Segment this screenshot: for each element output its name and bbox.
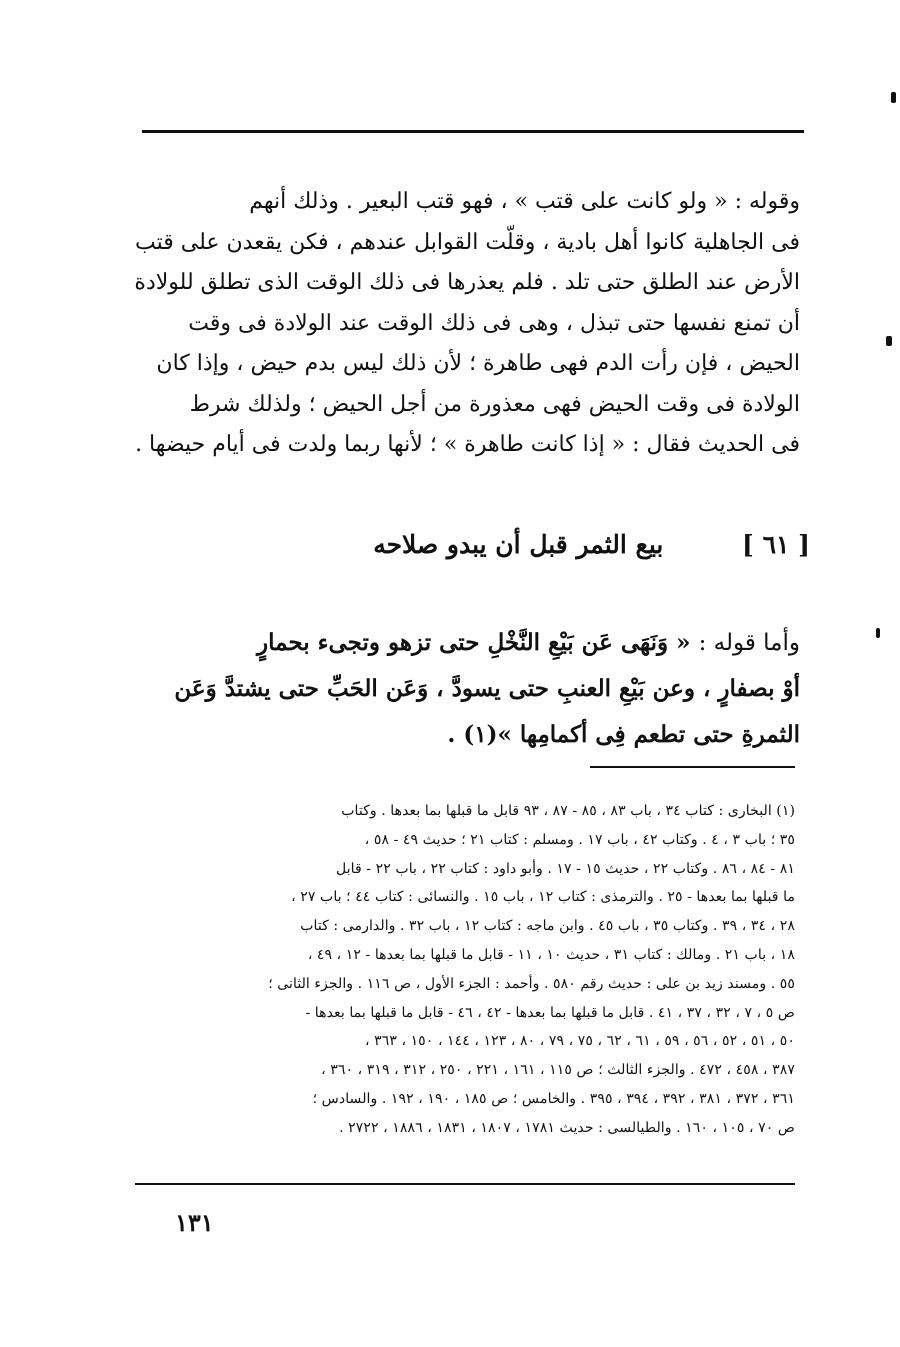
paragraph-lead: وأما قوله :: [698, 630, 800, 656]
footnote-line: ص ٥ ، ٧ ، ٣٢ ، ٣٧ ، ٤١ . قابل ما قبلها بما بعدها - ٤٢ ، ٤٦ - قابل ما قبلها بما بعدها -: [305, 1004, 795, 1021]
paragraph-line: [105, 620, 800, 666]
section-title: بيع الثمر قبل أن يبدو صلاحه: [373, 530, 664, 559]
footnote-line: ما قبلها بما بعدها - ٢٥ . والترمذى : كتاب ١٢ ، باب ١٥ . والنسائى : كتاب ٤٤ ؛ باب ٢٧ ،: [291, 889, 795, 906]
paragraph-1: [105, 182, 800, 466]
paragraph-line: الثمرةِ حتى تطعم فِى أكمامِها »(١) .: [447, 721, 800, 748]
margin-mark: [891, 92, 896, 103]
margin-mark: [876, 628, 880, 638]
paragraph-line: فى الجاهلية كانوا أهل بادية ، وقلّت القوابل عندهم ، فكن يقعدن على قتب: [135, 229, 800, 255]
paragraph-line: الأرض عند الطلق حتى تلد . فلم يعذرها فى ذلك الوقت الذى تطلق للولادة: [134, 270, 800, 295]
footnote-line: ٢٨ ، ٣٤ ، ٣٩ . وكتاب ٣٥ ، باب ٤٥ . وابن ماجه : كتاب ١٢ ، باب ٣٢ . والدارمى : كتاب: [300, 918, 795, 935]
footnote-line: (١) البخارى : كتاب ٣٤ ، باب ٨٣ ، ٨٥ - ٨٧ ، ٩٣ قابل ما قبلها بما بعدها . وكتاب: [341, 803, 795, 819]
footnote-line: ٨١ - ٨٤ ، ٨٦ . وكتاب ٢٢ ، حديث ١٥ - ١٧ . وأبو داود : كتاب ٢٢ ، باب ٢٢ - قابل: [335, 860, 795, 877]
paragraph-line: الحيض ، فإن رأت الدم فهى طاهرة ؛ لأن ذلك ليس بدم حيض ، وإذا كان: [156, 351, 800, 376]
paragraph-line: الولادة فى وقت الحيض فهى معذورة من أجل الحيض ؛ ولذلك شرط: [189, 391, 800, 417]
footnote-line: ٣٥ ؛ باب ٣ ، ٤ . وكتاب ٤٢ ، باب ١٧ . ومسلم : كتاب ٢١ ؛ حديث ٤٩ - ٥٨ ،: [364, 831, 795, 848]
paragraph-line: فى الحديث فقال : « إذا كانت طاهرة » ؛ لأنها ربما ولدت فى أيام حيضها .: [135, 432, 800, 457]
footnote-rule: [590, 766, 795, 768]
footnote-line: ٣٨٧ ، ٤٥٨ ، ٤٧٢ . والجزء الثالث ؛ ص ١١٥ ، ١٦١ ، ٢٢١ ، ٢٥٠ ، ٣١٢ ، ٣١٩ ، ٣٦٠ ،: [321, 1062, 795, 1079]
footnote-line: ٥٠ ، ٥١ ، ٥٢ ، ٥٦ ، ٥٩ ، ٦١ ، ٦٢ ، ٧٥ ، ٧٩ ، ٨٠ ، ١٢٣ ، ١٤٤ ، ١٥٠ ، ٣٦٣ ،: [364, 1033, 795, 1050]
section-number: [ ٦١ ]: [742, 530, 810, 559]
hadith-quote: « وَنَهَى عَن بَيْعِ النَّخْلِ حتى تزهو وتجىء بحمارٍ: [256, 629, 691, 656]
section-heading: [300, 530, 810, 559]
margin-mark: [886, 336, 892, 346]
footnote-line: ١٨ ، باب ٢١ . ومالك : كتاب ٣١ ، حديث ١٠ ، ١١ - قابل ما قبلها بما بعدها - ١٢ ، ٤٩ ،: [307, 946, 795, 963]
footnote-line: ص ٧٠ ، ١٠٥ ، ١٦٠ . والطيالسى : حديث ١٧٨١ ، ١٨٠٧ ، ١٨٣١ ، ١٨٨٦ ، ٢٧٢٢ .: [339, 1119, 795, 1136]
paragraph-line: أن تمنع نفسها حتى تبذل ، وهى فى ذلك الوقت عند الولادة فى وقت: [188, 310, 800, 336]
paragraph-2: [105, 620, 800, 758]
footnote-line: ٥٥ . ومسند زيد بن على : حديث رقم ٥٨٠ . وأحمد : الجزء الأول ، ص ١١٦ . والجزء الثانى ؛: [268, 975, 795, 992]
footnote-line: ٣٦١ ، ٣٧٢ ، ٣٨١ ، ٣٩٢ ، ٣٩٤ ، ٣٩٥ . والخامس ؛ ص ١٨٥ ، ١٩٠ ، ١٩٢ . والسادس ؛: [312, 1090, 795, 1107]
paragraph-line: وقوله : « ولو كانت على قتب » ، فهو قتب البعير . وذلك أنهم: [249, 189, 800, 214]
top-rule: [142, 130, 804, 133]
bottom-rule: [135, 1183, 795, 1185]
footnotes: [130, 797, 795, 1143]
paragraph-line: أوْ بصفارٍ ، وعن بَيْعِ العنبِ حتى يسودَّ ، وَعَن الحَبِّ حتى يشتدَّ وَعَن: [174, 675, 800, 702]
page-number: ١٣١: [175, 1208, 214, 1237]
